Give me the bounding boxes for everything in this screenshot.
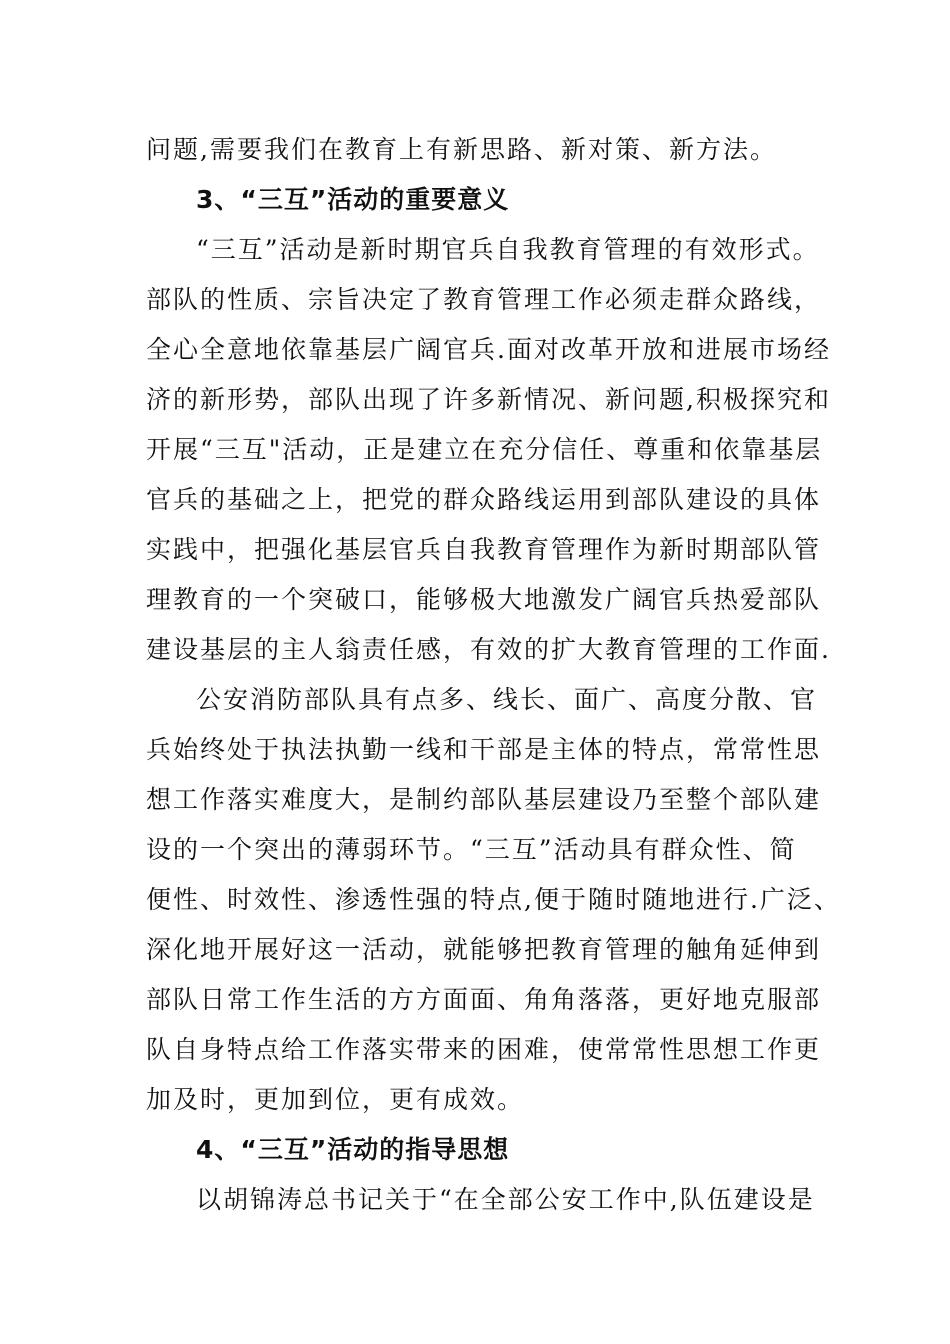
body-text-line: 设的一个突出的薄弱环节。“三互”活动具有群众性、简 (146, 835, 797, 864)
body-text-line: 开展“三互"活动，正是建立在充分信任、尊重和依靠基层 (146, 435, 823, 464)
paragraph-first-line: “三互”活动是新时期官兵自我教育管理的有效形式。 (196, 235, 820, 264)
paragraph-first-line: 公安消防部队具有点多、线长、面广、高度分散、官 (196, 685, 818, 714)
body-text-line: 加及时，更加到位，更有成效。 (146, 1085, 525, 1114)
body-text-line: 问题,需要我们在教育上有新思路、新对策、新方法。 (146, 135, 777, 164)
body-text-line: 官兵的基础之上，把党的群众路线运用到部队建设的具体 (146, 485, 822, 514)
paragraph-first-line: 以胡锦涛总书记关于“在全部公安工作中,队伍建设是 (196, 1185, 815, 1214)
body-text-line: 便性、时效性、渗透性强的特点,便于随时随地进行.广泛、 (146, 885, 841, 914)
body-text-line: 队自身特点给工作落实带来的困难，使常常性思想工作更 (146, 1035, 822, 1064)
body-text-line: 理教育的一个突破口，能够极大地激发广阔官兵热爱部队 (146, 585, 822, 614)
body-text-line: 想工作落实难度大，是制约部队基层建设乃至整个部队建 (146, 785, 822, 814)
body-text-line: 部队日常工作生活的方方面面、角角落落，更好地克服部 (146, 985, 822, 1014)
body-text-line: 部队的性质、宗旨决定了教育管理工作必须走群众路线， (146, 285, 822, 314)
body-text-line: 全心全意地依靠基层广阔官兵.面对改革开放和进展市场经 (146, 335, 831, 364)
section-heading-3: 3、“三互”活动的重要意义 (196, 185, 510, 214)
body-text-line: 深化地开展好这一活动，就能够把教育管理的触角延伸到 (146, 935, 822, 964)
section-heading-4: 4、“三互”活动的指导思想 (196, 1135, 510, 1164)
body-text-line: 兵始终处于执法执勤一线和干部是主体的特点，常常性思 (146, 735, 822, 764)
body-text-line: 实践中，把强化基层官兵自我教育管理作为新时期部队管 (146, 535, 822, 564)
body-text-line: 建设基层的主人翁责任感，有效的扩大教育管理的工作面. (146, 635, 831, 664)
body-text-line: 济的新形势，部队出现了许多新情况、新问题,积极探究和 (146, 385, 831, 414)
